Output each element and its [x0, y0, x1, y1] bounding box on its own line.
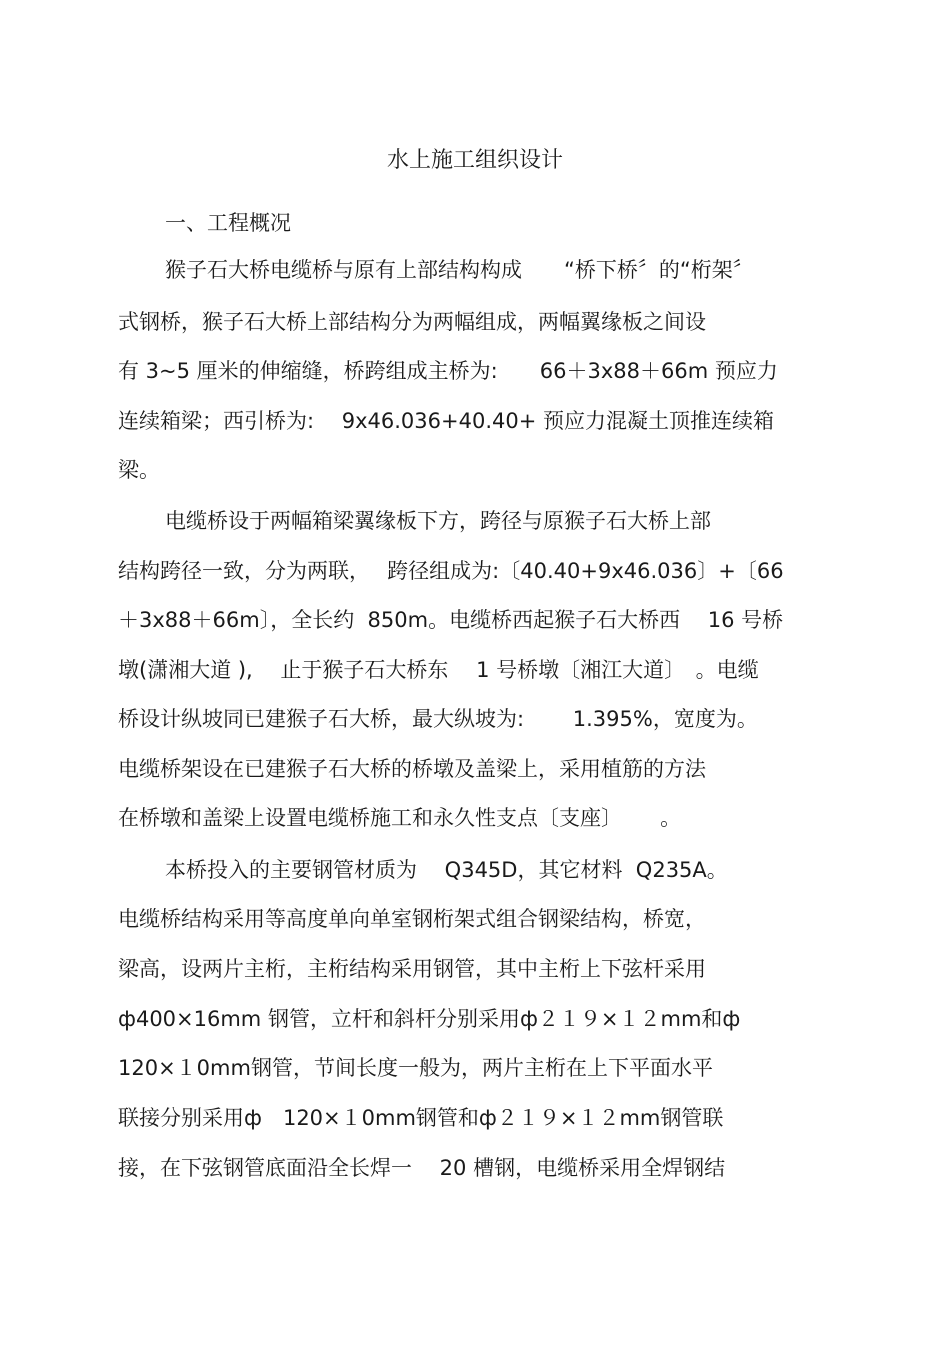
paragraph-line: 结构跨径一致，分为两联， 跨径组成为:〔40.40+9x46.036〕+〔66	[118, 559, 784, 583]
paragraph-line: 连续箱梁；西引桥为: 9x46.036+40.40+ 预应力混凝土顶推连续箱	[118, 409, 775, 433]
paragraph-line: 猴子石大桥电缆桥与原有上部结构构成 “桥下桥〞的“桁架〞	[165, 258, 754, 282]
paragraph-line: 梁。	[118, 458, 160, 482]
paragraph-line: 式钢桥，猴子石大桥上部结构分为两幅组成，两幅翼缘板之间设	[118, 310, 706, 334]
paragraph-line: 本桥投入的主要钢管材质为 Q345D，其它材料 Q235A。	[165, 858, 728, 882]
paragraph-line: ф400×16mm 钢管，立杆和斜杆分别采用ф２１９×１２mm和ф	[118, 1007, 741, 1031]
paragraph-line: ＋3x88＋66m〕，全长约 850m。电缆桥西起猴子石大桥西 16 号桥	[118, 608, 784, 632]
paragraph-line: 联接分别采用ф 120×１0mm钢管和ф２１９×１２mm钢管联	[118, 1106, 724, 1130]
paragraph-line: 有 3~5 厘米的伸缩缝，桥跨组成主桥为: 66＋3x88＋66m 预应力	[118, 359, 778, 383]
paragraph-line: 在桥墩和盖梁上设置电缆桥施工和永久性支点〔支座〕 。	[118, 806, 682, 830]
paragraph-line: 电缆桥设于两幅箱梁翼缘板下方，跨径与原猴子石大桥上部	[165, 509, 711, 533]
paragraph-line: 电缆桥架设在已建猴子石大桥的桥墩及盖梁上，采用植筋的方法	[118, 757, 706, 781]
paragraph-line: 梁高，设两片主桁，主桁结构采用钢管，其中主桁上下弦杆采用	[118, 957, 706, 981]
paragraph-line: 120×１0mm钢管，节间长度一般为，两片主桁在上下平面水平	[118, 1056, 713, 1080]
paragraph-line: 桥设计纵坡同已建猴子石大桥，最大纵坡为: 1.395%，宽度为。	[118, 707, 758, 731]
document-title: 水上施工组织设计	[386, 148, 563, 173]
paragraph-line: 接，在下弦钢管底面沿全长焊一 20 槽钢，电缆桥采用全焊钢结	[118, 1156, 726, 1180]
paragraph-line: 电缆桥结构采用等高度单向单室钢桁架式组合钢梁结构，桥宽，	[118, 907, 706, 931]
paragraph-line: 墩(潇湘大道 ), 止于猴子石大桥东 1 号桥墩〔湘江大道〕 。电缆	[118, 658, 759, 682]
section-heading: 一、工程概况	[165, 211, 291, 235]
